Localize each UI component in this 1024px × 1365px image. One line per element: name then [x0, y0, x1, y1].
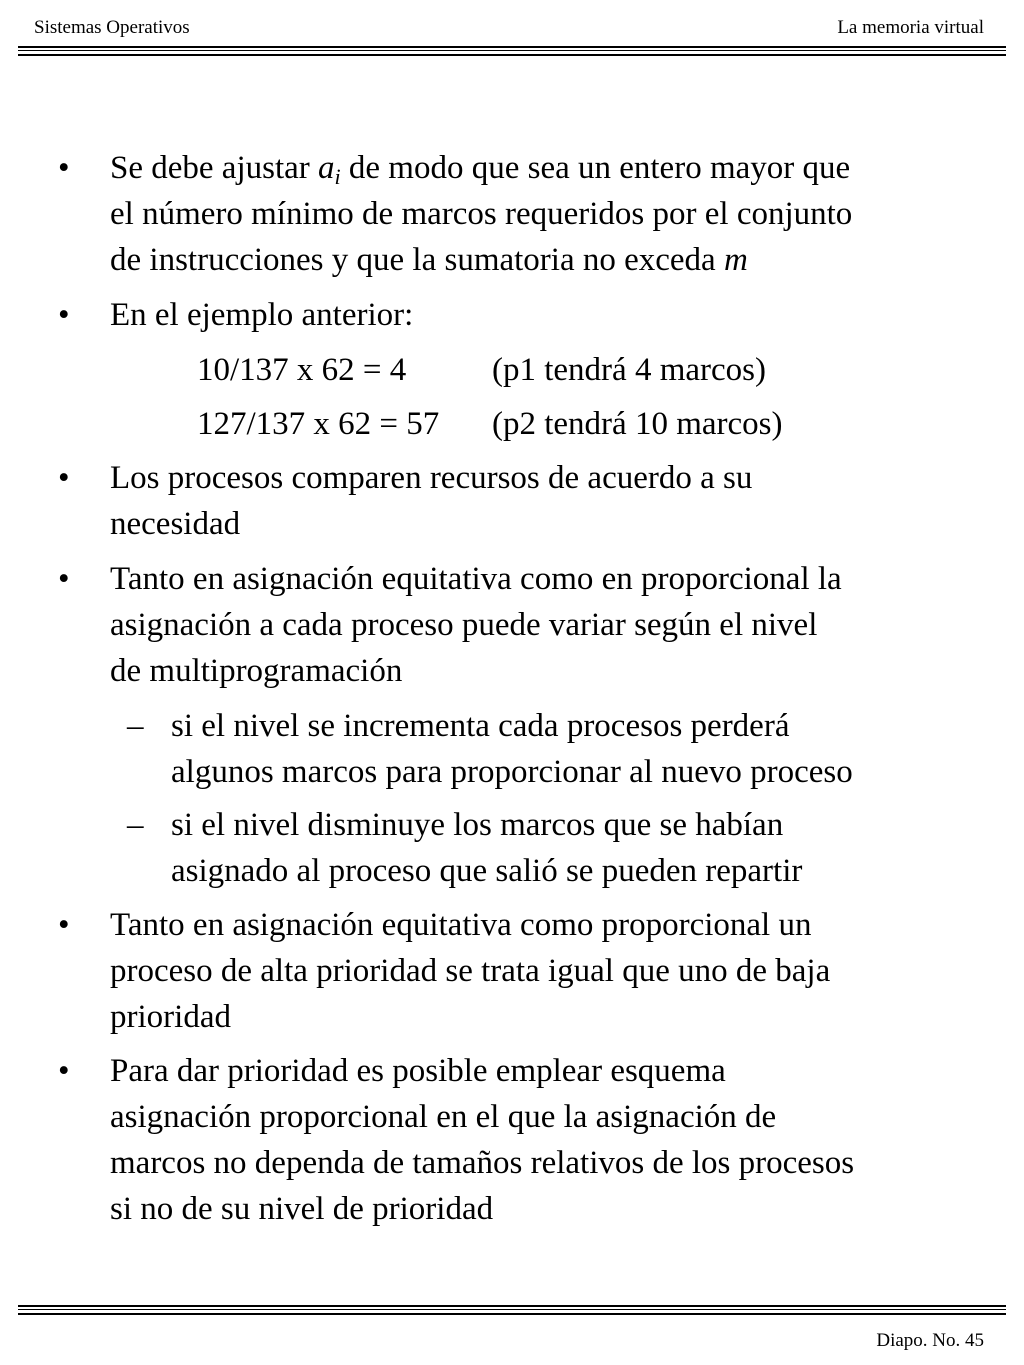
header-left: Sistemas Operativos: [34, 17, 190, 38]
sub-bullet-line: si el nivel disminuye los marcos que se habían: [171, 807, 784, 843]
dash-marker: –: [127, 807, 144, 843]
bullet-marker: •: [58, 297, 70, 333]
bullet-line: de instrucciones y que la sumatoria no exceda m: [110, 242, 748, 278]
header-right: La memoria virtual: [837, 17, 984, 38]
bullet-line: necesidad: [110, 506, 241, 542]
bullet-line: si no de su nivel de prioridad: [110, 1191, 494, 1227]
bullet-marker: •: [58, 561, 70, 597]
header-rule: [18, 46, 1006, 56]
example-note: (p2 tendrá 10 marcos): [492, 406, 783, 442]
example-equation: 10/137 x 62 = 4: [197, 352, 407, 388]
footer-rule: [18, 1305, 1006, 1315]
bullet-line: asignación a cada proceso puede variar según el nivel: [110, 607, 818, 643]
bullet-line: prioridad: [110, 999, 231, 1035]
bullet-line: marcos no dependa de tamaños relativos de los procesos: [110, 1145, 855, 1181]
bullet-line: asignación proporcional en el que la asignación de: [110, 1099, 777, 1135]
bullet-line: Se debe ajustar $a_i$ de modo que sea un entero mayor que: [110, 150, 851, 189]
sub-bullet-line: algunos marcos para proporcionar al nuevo proceso: [171, 754, 853, 790]
dash-marker: –: [127, 708, 144, 744]
variable-a: a: [318, 150, 335, 186]
bullet-line: Tanto en asignación equitativa como en proporcional la: [110, 561, 842, 597]
slide-number: Diapo. No. 45: [876, 1330, 984, 1351]
variable-m: m: [723, 242, 748, 278]
sub-bullet-line: asignado al proceso que salió se pueden repartir: [171, 853, 803, 889]
bullet-line: proceso de alta prioridad se trata igual que uno de baja: [110, 953, 831, 989]
bullet-line: En el ejemplo anterior:: [110, 297, 414, 333]
bullet-line: de multiprogramación: [110, 653, 403, 689]
sub-bullet-line: si el nivel se incrementa cada procesos perderá: [171, 708, 790, 744]
bullet-marker: •: [58, 1053, 70, 1089]
bullet-line: Para dar prioridad es posible emplear esquema: [110, 1053, 726, 1089]
bullet-marker: •: [58, 150, 70, 186]
bullet-marker: •: [58, 907, 70, 943]
example-equation: 127/137 x 62 = 57: [197, 406, 440, 442]
bullet-line: el número mínimo de marcos requeridos por el conjunto: [110, 196, 853, 232]
bullet-line: Los procesos comparen recursos de acuerdo a su: [110, 460, 753, 496]
bullet-marker: •: [58, 460, 70, 496]
example-note: (p1 tendrá 4 marcos): [492, 352, 766, 388]
bullet-line: Tanto en asignación equitativa como proporcional un: [110, 907, 812, 943]
